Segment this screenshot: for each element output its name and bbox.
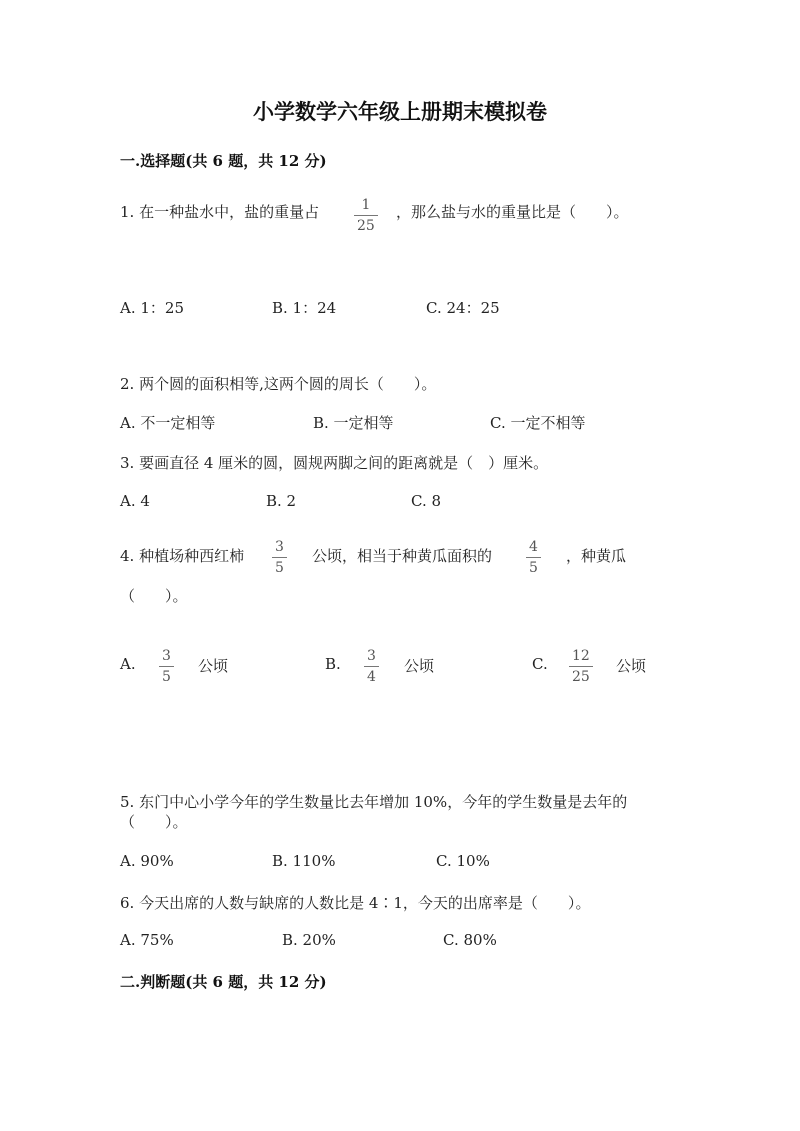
fraction-numerator: 1 <box>361 197 371 213</box>
question-3-option-c[interactable]: C. 8 <box>411 492 442 510</box>
question-5-option-a[interactable]: A. 90% <box>120 852 174 870</box>
question-1-option-b[interactable]: B. 1：24 <box>272 299 337 317</box>
question-1-option-a[interactable]: A. 1：25 <box>120 299 184 317</box>
question-6-option-c[interactable]: C. 80% <box>443 931 497 949</box>
fraction-denominator: 25 <box>572 669 590 685</box>
question-4-option-b[interactable]: B. <box>325 655 341 673</box>
question-4-option-a-fraction <box>159 649 174 684</box>
fraction-denominator: 4 <box>367 669 376 685</box>
question-1-stem-start: 1. 在一种盐水中，盐的重量占 <box>120 203 320 221</box>
section-heading-choice: 一.选择题(共 6 题，共 12 分) <box>120 152 327 170</box>
question-4-blank: （ ）。 <box>120 587 188 605</box>
question-2-option-a[interactable]: A. 不一定相等 <box>120 414 216 432</box>
question-4-option-a-unit: 公顷 <box>198 657 229 675</box>
question-3-option-a[interactable]: A. 4 <box>120 492 150 510</box>
fraction-denominator: 5 <box>529 560 538 576</box>
question-4-option-b-fraction <box>364 649 379 684</box>
question-6-option-b[interactable]: B. 20% <box>282 931 336 949</box>
question-4-option-b-unit: 公顷 <box>404 657 435 675</box>
question-4-option-c[interactable]: C. <box>532 655 548 673</box>
question-1-fraction <box>354 198 378 233</box>
fraction-numerator: 3 <box>367 648 376 664</box>
fraction-denominator: 5 <box>275 560 284 576</box>
question-4-option-c-fraction <box>569 649 593 684</box>
question-5-option-c[interactable]: C. 10% <box>436 852 490 870</box>
question-3-option-b[interactable]: B. 2 <box>266 492 297 510</box>
fraction-numerator: 12 <box>572 648 590 664</box>
question-5-option-b[interactable]: B. 110% <box>272 852 336 870</box>
question-4-stem-end: ，种黄瓜 <box>566 547 627 565</box>
question-4-option-c-unit: 公顷 <box>616 657 647 675</box>
question-2-option-c[interactable]: C. 一定不相等 <box>490 414 586 432</box>
fraction-denominator: 5 <box>162 669 171 685</box>
question-1-stem-end: ，那么盐与水的重量比是（ ）。 <box>396 203 629 221</box>
question-2-option-b[interactable]: B. 一定相等 <box>313 414 394 432</box>
fraction-numerator: 3 <box>275 539 284 555</box>
fraction-denominator: 25 <box>357 218 375 234</box>
question-5-stem: 5. 东门中心小学今年的学生数量比去年增加 10%，今年的学生数量是去年的 <box>120 793 628 811</box>
question-4-stem-start: 4. 种植场种西红柿 <box>120 547 245 565</box>
question-4-fraction-2 <box>526 540 541 575</box>
question-6-option-a[interactable]: A. 75% <box>120 931 174 949</box>
question-5-blank: （ ）。 <box>120 813 188 831</box>
question-4-option-a[interactable]: A. <box>120 655 136 673</box>
question-4-fraction-1 <box>272 540 287 575</box>
page-title: 小学数学六年级上册期末模拟卷 <box>253 99 547 124</box>
question-6-stem: 6. 今天出席的人数与缺席的人数比是 4∶1，今天的出席率是（ ）。 <box>120 894 591 912</box>
fraction-numerator: 3 <box>162 648 171 664</box>
question-3-stem: 3. 要画直径 4 厘米的圆，圆规两脚之间的距离就是（ ）厘米。 <box>120 454 549 472</box>
question-1-option-c[interactable]: C. 24：25 <box>426 299 500 317</box>
question-4-stem-middle: 公顷，相当于种黄瓜面积的 <box>312 547 493 565</box>
question-2-stem: 2. 两个圆的面积相等,这两个圆的周长（ ）。 <box>120 375 437 393</box>
fraction-numerator: 4 <box>529 539 538 555</box>
section-heading-judgement: 二.判断题(共 6 题，共 12 分) <box>120 973 327 991</box>
